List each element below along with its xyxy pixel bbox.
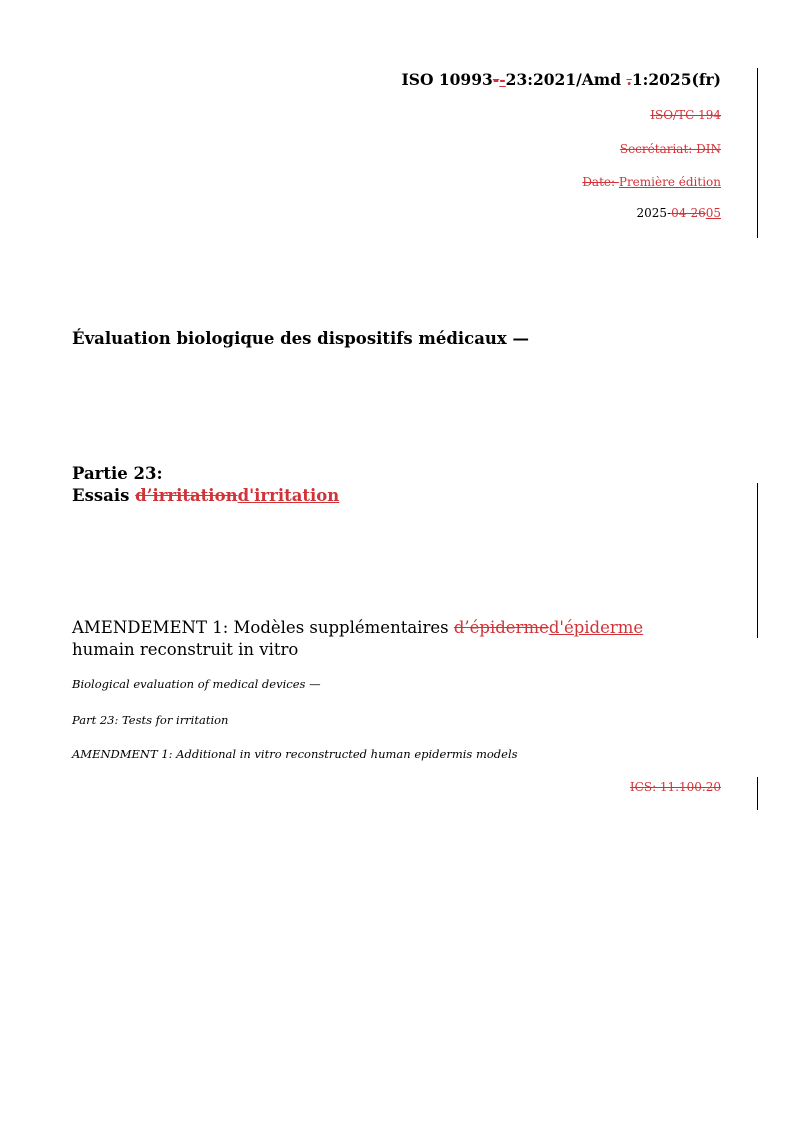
secretariat-deleted: Secrétariat: DIN xyxy=(619,142,721,156)
english-title-line-3: AMENDMENT 1: Additional in vitro reconstructed human epidermis models xyxy=(72,747,518,761)
amendment-inserted: d'épiderme xyxy=(548,618,644,637)
part-subtitle-deleted: d’irritation xyxy=(135,486,238,505)
ref-middle: 23:2021/Amd xyxy=(505,70,627,89)
edition-inserted: Première édition xyxy=(618,175,721,189)
date-label-deleted: Date: xyxy=(582,175,619,189)
part-title xyxy=(72,463,339,507)
amendment-deleted: d’épiderme xyxy=(453,618,549,637)
english-title-line-2: Part 23: Tests for irritation xyxy=(72,713,229,727)
committee-deleted: ISO/TC 194 xyxy=(650,108,721,122)
part-subtitle-inserted: d'irritation xyxy=(237,486,340,505)
ics-deleted: ICS: 11.100.20 xyxy=(629,780,721,794)
ref-deleted-dot: . xyxy=(626,70,632,89)
ref-inserted-hyphen: - xyxy=(499,70,506,89)
change-bar-title xyxy=(757,483,758,638)
change-bar-header xyxy=(757,68,758,238)
main-title: Évaluation biologique des dispositifs médicaux — xyxy=(72,329,529,348)
part-subtitle xyxy=(72,485,339,507)
amendment-prefix: AMENDEMENT 1: Modèles supplémentaires xyxy=(72,618,454,637)
ref-deleted-hyphen: - xyxy=(492,70,500,89)
amendment-line-1 xyxy=(72,617,643,639)
part-number: Partie 23: xyxy=(72,464,163,483)
date-edition-line xyxy=(582,175,721,189)
document-date xyxy=(637,206,721,220)
change-bar-ics xyxy=(757,777,758,810)
amendment-line-2: humain reconstruit in vitro xyxy=(72,640,299,659)
ref-prefix: ISO 10993 xyxy=(401,70,493,89)
document-reference xyxy=(402,70,721,89)
date-deleted-part: 04-26 xyxy=(671,206,706,220)
ref-suffix: 1:2025(fr) xyxy=(631,70,721,89)
amendment-title xyxy=(72,617,643,661)
english-title-line-1: Biological evaluation of medical devices — xyxy=(72,677,321,691)
date-prefix: 2025- xyxy=(636,206,672,220)
part-subtitle-prefix: Essais xyxy=(72,486,136,505)
date-inserted-part: 05 xyxy=(705,206,721,220)
